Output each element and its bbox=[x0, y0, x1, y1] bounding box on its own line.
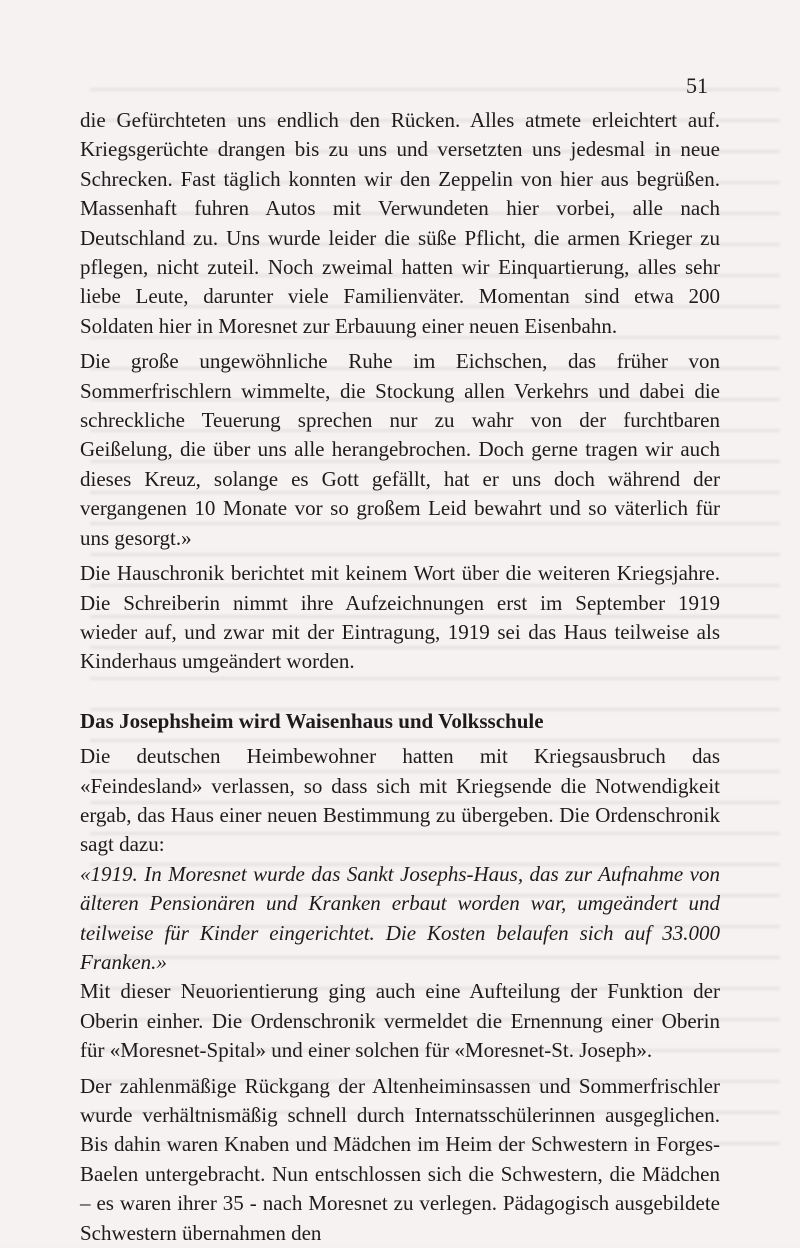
page-number: 51 bbox=[686, 73, 708, 98]
paragraph-boarding-students: Der zahlenmäßige Rückgang der Altenheiminsassen und Sommerfrischler wurde verhältnismäßig schnell durch Internatsschülerinnen ausgeglichen. Bis dahin waren Knaben und Mädchen im Heim der Schwestern in Forges-Baelen untergebracht. Nun entschlossen sich die Schwestern, die Mädchen – es waren ihrer 35 - nach Moresnet zu verlegen. Pädagogisch ausgebildete Schwestern übernahmen den bbox=[80, 1073, 720, 1245]
paragraph-war-rumors: die Gefürchteten uns endlich den Rücken. Alles atmete erleichtert auf. Kriegsgerüchte drangen bis zu uns und versetzten uns jedesmal in neue Schrecken. Fast täglich konnten wir den Zeppelin von hier aus begrüßen. Massenhaft fuhren Autos mit Verwundeten hier vorbei, alle nach Deutschland zu. Uns wurde leider die süße Pflicht, die armen Krieger zu pflegen, nicht zuteil. Noch zweimal hatten wir Einquartierung, alles sehr liebe Leute, darunter viele Familienväter. Momentan sind etwa 200 Soldaten hier in Moresnet zur Erbauung einer neuen Eisenbahn. bbox=[80, 108, 720, 338]
paragraph-oberin-division: Mit dieser Neuorientierung ging auch eine Aufteilung der Funktion der Oberin einher. Die Ordenschronik vermeldet die Ernennung einer Oberin für «Moresnet-Spital» und einer solchen für «Moresnet-St. Joseph». bbox=[80, 979, 720, 1063]
paragraph-german-residents: Die deutschen Heimbewohner hatten mit Kriegsausbruch das «Feindesland» verlassen, so dass sich mit Kriegsende die Notwendigkeit ergab, das Haus einer neuen Bestimmung zu übergeben. Die Ordenschronik sagt dazu: bbox=[80, 744, 720, 857]
section-heading: Das Josephsheim wird Waisenhaus und Volksschule bbox=[80, 708, 544, 733]
body-text bbox=[80, 106, 720, 1248]
chronicle-quote: «1919. In Moresnet wurde das Sankt Josephs-Haus, das zur Aufnahme von älteren Pensionären und Kranken erbaut worden war, umgeändert und teilweise für Kinder eingerichtet. Die Kosten belaufen sich auf 33.000 Franken.» bbox=[80, 861, 720, 974]
paragraph-eichschen-quiet: Die große ungewöhnliche Ruhe im Eichschen, das früher von Sommerfrischlern wimmelte, die Stockung allen Verkehrs und dabei die schreckliche Teuerung sprechen nur zu wahr von der furchtbaren Geißelung, die über uns alle herangebrochen. Doch gerne tragen wir auch dieses Kreuz, solange es Gott gefällt, hat er uns doch während der vergangenen 10 Monate vor so großem Leid bewahrt und so väterlich für uns gesorgt.» bbox=[80, 349, 720, 550]
paragraph-house-chronicle: Die Hauschronik berichtet mit keinem Wort über die weiteren Kriegsjahre. Die Schreiberin nimmt ihre Aufzeichnungen erst im September 1919 wieder auf, und zwar mit der Eintragung, 1919 sei das Haus teilweise als Kinderhaus umgeändert worden. bbox=[80, 561, 720, 674]
